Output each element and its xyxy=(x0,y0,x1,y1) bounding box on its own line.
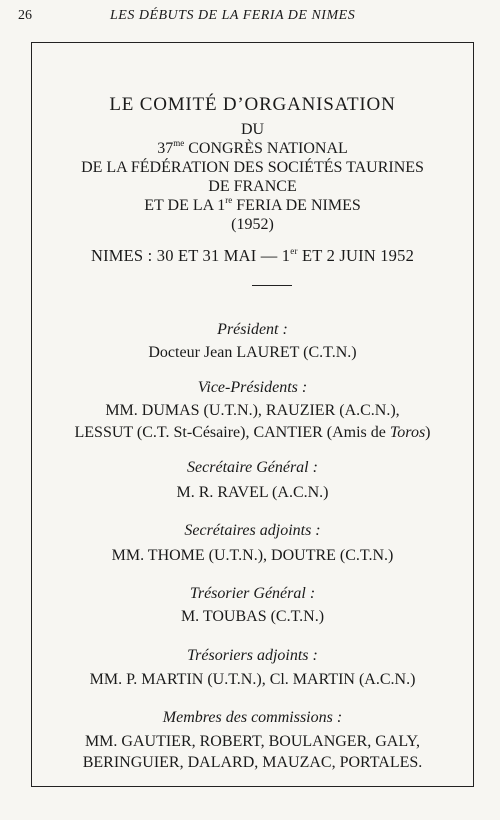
feria-line: ET DE LA 1re FERIA DE NIMES xyxy=(144,195,361,214)
year-line: (1952) xyxy=(231,216,274,233)
divider-rule xyxy=(252,285,292,286)
dates-line: NIMES : 30 ET 31 MAI — 1er ET 2 JUIN 1952 xyxy=(90,246,415,265)
members-line2: BERINGUIER, DALARD, MAUZAC, PORTALES. xyxy=(82,754,423,771)
congress-line: $37^{me}$ CONGRÈS NATIONAL xyxy=(157,138,348,157)
treasurer-name: M. TOUBAS (C.T.N.) xyxy=(180,608,325,625)
president-role: Président : xyxy=(217,321,288,338)
committee-title: LE COMITÉ D’ORGANISATION xyxy=(109,94,396,115)
secretary-name: M. R. RAVEL (A.C.N.) xyxy=(176,484,329,501)
assistant-secretaries-names: MM. THOME (U.T.N.), DOUTRE (C.T.N.) xyxy=(111,547,394,564)
members-role: Membres des commissions : xyxy=(162,709,343,726)
page-number: 26 xyxy=(18,8,32,23)
vice-presidents-role: Vice-Présidents : xyxy=(197,379,308,396)
assistant-treasurers-role: Trésoriers adjoints : xyxy=(187,647,318,664)
vice-presidents-line2: LESSUT (C.T. St-Césaire), CANTIER (Amis de Toros) xyxy=(74,424,431,441)
president-name: Docteur Jean LAURET (C.T.N.) xyxy=(148,344,357,361)
members-line1: MM. GAUTIER, ROBERT, BOULANGER, GALY, xyxy=(84,733,421,750)
federation-line: DE LA FÉDÉRATION DES SOCIÉTÉS TAURINES xyxy=(81,159,424,176)
de-france-line: DE FRANCE xyxy=(208,178,297,195)
line-du: DU xyxy=(240,121,265,138)
treasurer-role: Trésorier Général : xyxy=(189,585,316,602)
vice-presidents-line1: MM. DUMAS (U.T.N.), RAUZIER (A.C.N.), xyxy=(105,402,400,419)
committee-frame xyxy=(31,42,474,787)
assistant-treasurers-names: MM. P. MARTIN (U.T.N.), Cl. MARTIN (A.C.N.) xyxy=(89,671,416,688)
assistant-secretaries-role: Secrétaires adjoints : xyxy=(184,522,321,539)
secretary-role: Secrétaire Général : xyxy=(187,459,318,476)
running-title: LES DÉBUTS DE LA FERIA DE NIMES xyxy=(110,8,356,23)
